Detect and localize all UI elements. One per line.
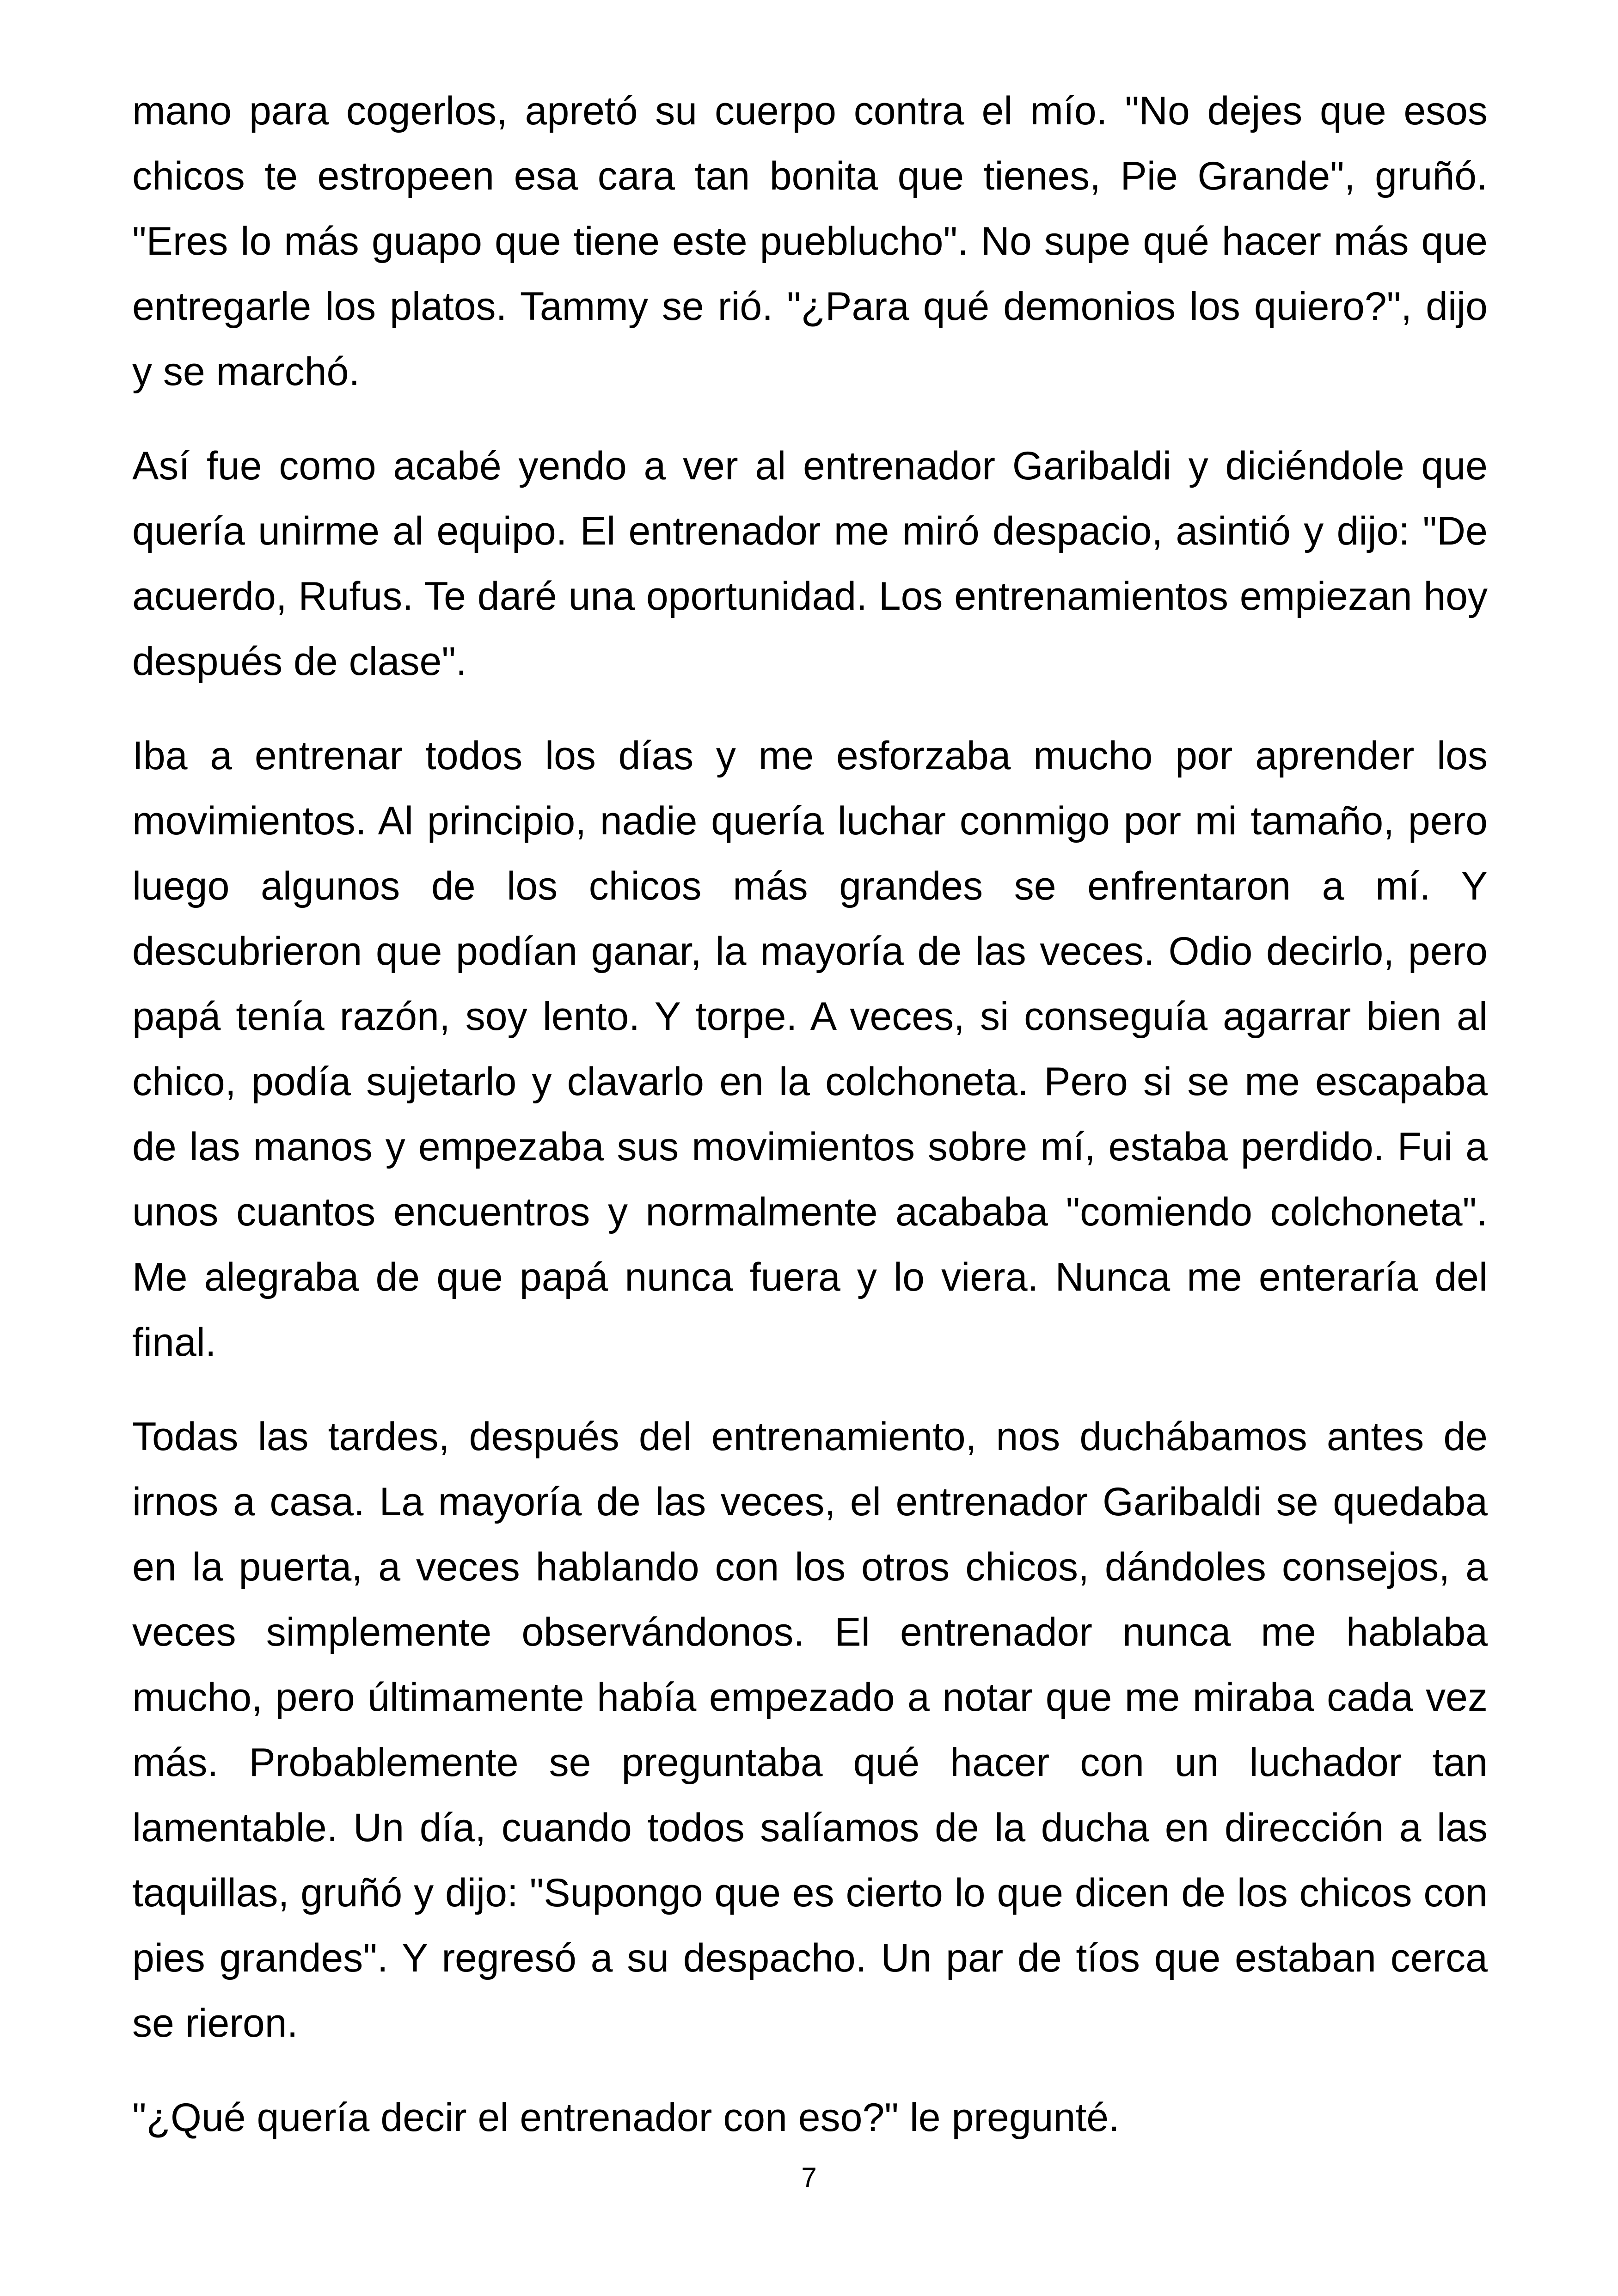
paragraph: "¿Qué quería decir el entrenador con eso?" le pregunté.	[132, 2095, 1120, 2140]
paragraph: Así fue como acabé yendo a ver al entrenador Garibaldi y diciéndole que quería unirme al equipo. El entrenador me miró despacio, asintió y dijo: "De acuerdo, Rufus. Te daré una oportunidad. Los entrenamientos empiezan hoy después de clase".	[132, 444, 1488, 684]
paragraph: Iba a entrenar todos los días y me esforzaba mucho por aprender los movimientos. Al principio, nadie quería luchar conmigo por mi tamaño, pero luego algunos de los chicos más grandes se enfrentaron a mí. Y descubrieron que podían ganar, la mayoría de las veces. Odio decirlo, pero papá tenía razón, soy lento. Y torpe. A veces, si conseguía agarrar bien al chico, podía sujetarlo y clavarlo en la colchoneta. Pero si se me escapaba de las manos y empezaba sus movimientos sobre mí, estaba perdido. Fui a unos cuantos encuentros y normalmente acababa "comiendo colchoneta". Me alegraba de que papá nunca fuera y lo viera. Nunca me enteraría del final.	[132, 734, 1488, 1365]
page-number: 7	[801, 2162, 817, 2193]
paragraph: mano para cogerlos, apretó su cuerpo contra el mío. "No dejes que esos chicos te estropeen esa cara tan bonita que tienes, Pie Grande", gruñó. "Eres lo más guapo que tiene este pueblucho". No supe qué hacer más que entregarle los platos. Tammy se rió. "¿Para qué demonios los quiero?", dijo y se marchó.	[132, 89, 1488, 394]
paragraph: Todas las tardes, después del entrenamiento, nos duchábamos antes de irnos a casa. La mayoría de las veces, el entrenador Garibaldi se quedaba en la puerta, a veces hablando con los otros chicos, dándoles consejos, a veces simplemente observándonos. El entrenador nunca me hablaba mucho, pero últimamente había empezado a notar que me miraba cada vez más. Probablemente se preguntaba qué hacer con un luchador tan lamentable. Un día, cuando todos salíamos de la ducha en dirección a las taquillas, gruñó y dijo: "Supongo que es cierto lo que dicen de los chicos con pies grandes". Y regresó a su despacho. Un par de tíos que estaban cerca se rieron.	[132, 1414, 1488, 2045]
body-text	[132, 79, 1488, 2180]
